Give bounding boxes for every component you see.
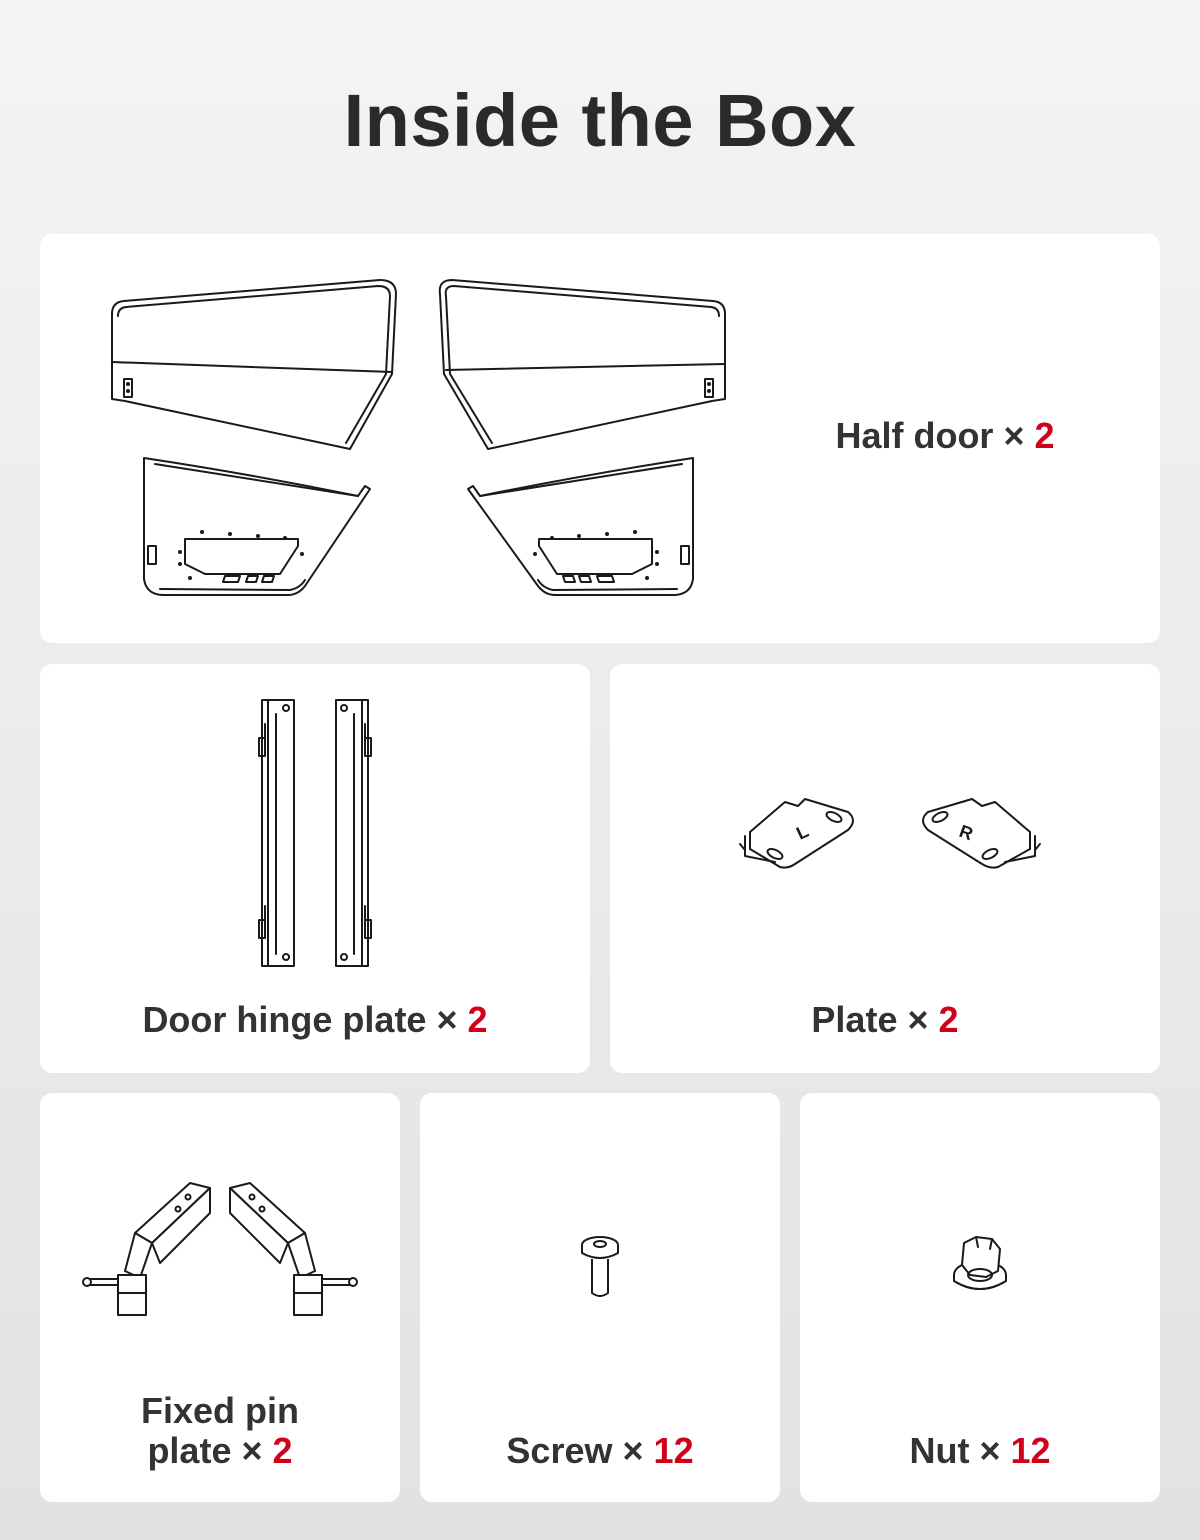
multiply-sign: ×	[979, 1430, 1001, 1471]
card-nut	[800, 1093, 1160, 1502]
nut-label	[800, 1431, 1160, 1471]
door-hinge-plate-name: Door hinge plate	[142, 999, 427, 1040]
fixed-pin-plate-qty: 2	[272, 1430, 293, 1471]
card-plate	[610, 664, 1160, 1073]
multiply-sign: ×	[907, 999, 929, 1040]
card-door-hinge-plate	[40, 664, 590, 1073]
half-door-label	[780, 416, 1110, 456]
card-fixed-pin-plate	[40, 1093, 400, 1502]
fixed-pin-plate-line2	[40, 1431, 400, 1471]
plate-mark-left: L	[793, 820, 812, 844]
multiply-sign: ×	[1003, 415, 1025, 456]
half-door-name: Half door	[835, 415, 994, 456]
plate-qty: 2	[938, 999, 959, 1040]
plate-label	[610, 1000, 1160, 1040]
multiply-sign: ×	[241, 1430, 263, 1471]
card-screw	[420, 1093, 780, 1502]
fixed-pin-plate-name-line2: plate	[147, 1430, 232, 1471]
half-door-qty: 2	[1034, 415, 1055, 456]
multiply-sign: ×	[622, 1430, 644, 1471]
screw-name: Screw	[506, 1430, 613, 1471]
fixed-pin-plate-label	[40, 1391, 400, 1471]
screw-qty: 12	[653, 1430, 694, 1471]
card-half-door	[40, 234, 1160, 643]
plate-name: Plate	[811, 999, 898, 1040]
page-title: Inside the Box	[343, 79, 857, 162]
fixed-pin-plate-name-line1: Fixed pin	[140, 1390, 299, 1431]
plate-mark-right: R	[956, 820, 976, 845]
door-hinge-plate-qty: 2	[467, 999, 488, 1040]
door-hinge-plate-label	[40, 1000, 590, 1040]
nut-qty: 12	[1010, 1430, 1051, 1471]
nut-name: Nut	[909, 1430, 970, 1471]
multiply-sign: ×	[436, 999, 458, 1040]
screw-label	[420, 1431, 780, 1471]
